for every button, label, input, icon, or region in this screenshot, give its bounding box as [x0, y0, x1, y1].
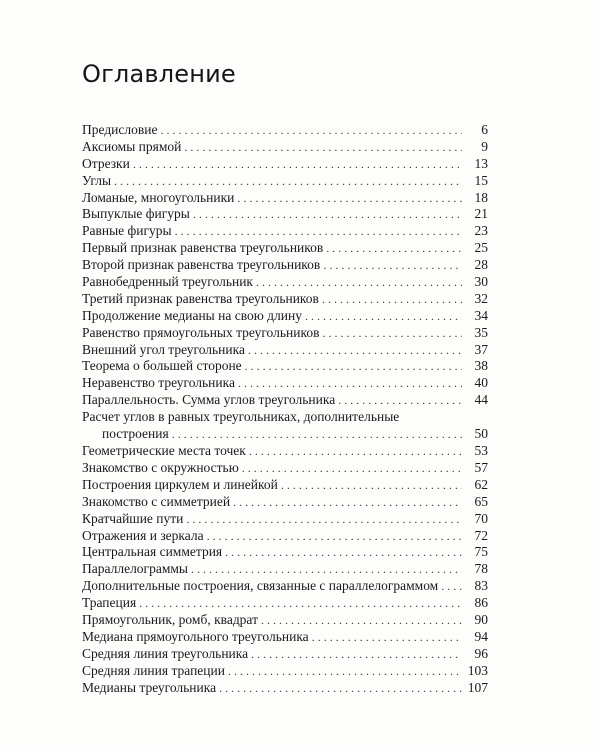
- toc-entry-page-number: 34: [462, 308, 488, 325]
- toc-entry-page-number: 6: [462, 122, 488, 139]
- toc-entry: [82, 257, 488, 274]
- toc-entry-label: Трапеция: [82, 595, 139, 612]
- toc-entry: [82, 375, 488, 392]
- toc-entry: [82, 663, 488, 680]
- toc-entry: [82, 494, 488, 511]
- toc-entry-page-number: 44: [462, 392, 488, 409]
- dot-leader: [326, 240, 462, 257]
- toc-entry: [82, 595, 488, 612]
- toc-entry-page-number: 70: [462, 511, 488, 528]
- toc-entry-label: Отражения и зеркала: [82, 528, 207, 545]
- dot-leader: [191, 561, 462, 578]
- toc-entry-label: Построения циркулем и линейкой: [82, 477, 281, 494]
- toc-entry-label: Внешний угол треугольника: [82, 342, 248, 359]
- toc-entry: [82, 646, 488, 663]
- toc-entry: [82, 173, 488, 190]
- toc-entry: [82, 122, 488, 139]
- toc-entry-label: Параллельность. Сумма углов треугольника: [82, 392, 338, 409]
- toc-entry-page-number: 40: [462, 375, 488, 392]
- toc-entry-label: Средняя линия трапеции: [82, 663, 228, 680]
- toc-entry-label: Теорема о большей стороне: [82, 358, 245, 375]
- toc-entry-label: Ломаные, многоугольники: [82, 190, 237, 207]
- toc-entry: [82, 342, 488, 359]
- toc-entry: [82, 392, 488, 409]
- toc-entry-label: Углы: [82, 173, 114, 190]
- toc-entry-page-number: 23: [462, 223, 488, 240]
- toc-entry-label: Медиана прямоугольного треугольника: [82, 629, 312, 646]
- toc-entry: [82, 612, 488, 629]
- toc-entry: [82, 156, 488, 173]
- table-of-contents: [82, 122, 488, 697]
- toc-entry: [82, 291, 488, 308]
- toc-entry: [82, 477, 488, 494]
- toc-entry: [82, 223, 488, 240]
- toc-entry: [82, 190, 488, 207]
- dot-leader: [228, 663, 462, 680]
- dot-leader: [233, 494, 462, 511]
- toc-entry-page-number: 96: [462, 646, 488, 663]
- dot-leader: [184, 139, 462, 156]
- dot-leader: [261, 612, 462, 629]
- toc-entry-page-number: 25: [462, 240, 488, 257]
- toc-entry-page-number: 35: [462, 325, 488, 342]
- toc-entry-page-number: 21: [462, 206, 488, 223]
- toc-entry-page-number: 38: [462, 358, 488, 375]
- dot-leader: [323, 257, 462, 274]
- toc-entry-label: Расчет углов в равных треугольниках, дополнительные: [82, 409, 400, 425]
- toc-entry-label: Аксиомы прямой: [82, 139, 184, 156]
- toc-entry-label: Центральная симметрия: [82, 544, 225, 561]
- toc-entry-label: Знакомство с симметрией: [82, 494, 233, 511]
- dot-leader: [322, 325, 462, 342]
- toc-entry-page-number: 30: [462, 274, 488, 291]
- dot-leader: [256, 274, 462, 291]
- toc-entry-label: Прямоугольник, ромб, квадрат: [82, 612, 261, 629]
- toc-entry-label: Равенство прямоугольных треугольников: [82, 325, 322, 342]
- toc-entry: [82, 325, 488, 342]
- toc-entry-label: Первый признак равенства треугольников: [82, 240, 326, 257]
- dot-leader: [186, 511, 462, 528]
- toc-entry-label: Третий признак равенства треугольников: [82, 291, 322, 308]
- dot-leader: [207, 528, 462, 545]
- toc-entry-label: Равнобедренный треугольник: [82, 274, 256, 291]
- toc-entry: [82, 680, 488, 697]
- dot-leader: [245, 358, 462, 375]
- toc-entry-page-number: 94: [462, 629, 488, 646]
- toc-entry-page-number: 72: [462, 528, 488, 545]
- toc-entry: [82, 206, 488, 223]
- toc-entry-page-number: 50: [462, 426, 488, 443]
- toc-entry-page-number: 53: [462, 443, 488, 460]
- dot-leader: [441, 578, 462, 595]
- page-title: Оглавление: [82, 60, 236, 88]
- dot-leader: [175, 223, 462, 240]
- toc-entry: [82, 274, 488, 291]
- dot-leader: [248, 342, 462, 359]
- toc-entry-label: Кратчайшие пути: [82, 511, 186, 528]
- dot-leader: [338, 392, 462, 409]
- dot-leader: [281, 477, 462, 494]
- toc-entry-page-number: 86: [462, 595, 488, 612]
- toc-entry: [82, 629, 488, 646]
- dot-leader: [219, 680, 462, 697]
- toc-entry: [82, 443, 488, 460]
- toc-entry-label: Параллелограммы: [82, 561, 191, 578]
- toc-entry-page-number: 18: [462, 190, 488, 207]
- toc-entry-label: Медианы треугольника: [82, 680, 219, 697]
- toc-entry-page-number: 83: [462, 578, 488, 595]
- toc-entry-label: Предисловие: [82, 122, 160, 139]
- toc-entry-label: Средняя линия треугольника: [82, 646, 251, 663]
- toc-entry-label: Равные фигуры: [82, 223, 175, 240]
- toc-entry-label: Выпуклые фигуры: [82, 206, 193, 223]
- dot-leader: [237, 190, 462, 207]
- toc-entry-label: Дополнительные построения, связанные с параллелограммом: [82, 578, 441, 595]
- dot-leader: [242, 460, 462, 477]
- toc-entry-page-number: 103: [462, 663, 488, 680]
- toc-entry-page-number: 65: [462, 494, 488, 511]
- dot-leader: [160, 122, 462, 139]
- toc-entry-page-number: 78: [462, 561, 488, 578]
- dot-leader: [172, 426, 462, 443]
- toc-entry-label: Геометрические места точек: [82, 443, 249, 460]
- toc-entry: [82, 139, 488, 156]
- toc-entry-label: Неравенство треугольника: [82, 375, 238, 392]
- toc-entry-page-number: 37: [462, 342, 488, 359]
- toc-entry: [82, 511, 488, 528]
- toc-entry-label: Второй признак равенства треугольников: [82, 257, 323, 274]
- dot-leader: [251, 646, 462, 663]
- toc-entry: [82, 308, 488, 325]
- toc-entry-page-number: 57: [462, 460, 488, 477]
- toc-entry-page-number: 62: [462, 477, 488, 494]
- dot-leader: [225, 544, 462, 561]
- dot-leader: [249, 443, 462, 460]
- dot-leader: [133, 156, 462, 173]
- toc-entry-page-number: 90: [462, 612, 488, 629]
- dot-leader: [305, 308, 462, 325]
- toc-entry: [82, 409, 488, 443]
- toc-entry: [82, 578, 488, 595]
- toc-entry-page-number: 13: [462, 156, 488, 173]
- toc-entry-page-number: 28: [462, 257, 488, 274]
- dot-leader: [238, 375, 462, 392]
- toc-entry-page-number: 9: [462, 139, 488, 156]
- toc-entry-page-number: 107: [462, 680, 488, 697]
- dot-leader: [139, 595, 462, 612]
- dot-leader: [312, 629, 462, 646]
- toc-entry-page-number: 75: [462, 544, 488, 561]
- toc-entry-label: Знакомство с окружностью: [82, 460, 242, 477]
- dot-leader: [193, 206, 462, 223]
- toc-entry: [82, 460, 488, 477]
- toc-entry-label: Продолжение медианы на свою длину: [82, 308, 305, 325]
- toc-entry: [82, 240, 488, 257]
- toc-entry-label-continuation: построения: [102, 426, 172, 443]
- toc-entry-page-number: 32: [462, 291, 488, 308]
- dot-leader: [114, 173, 462, 190]
- toc-entry-page-number: 15: [462, 173, 488, 190]
- toc-entry: [82, 358, 488, 375]
- dot-leader: [322, 291, 462, 308]
- toc-entry: [82, 561, 488, 578]
- toc-entry: [82, 544, 488, 561]
- toc-entry-label: Отрезки: [82, 156, 133, 173]
- toc-entry: [82, 528, 488, 545]
